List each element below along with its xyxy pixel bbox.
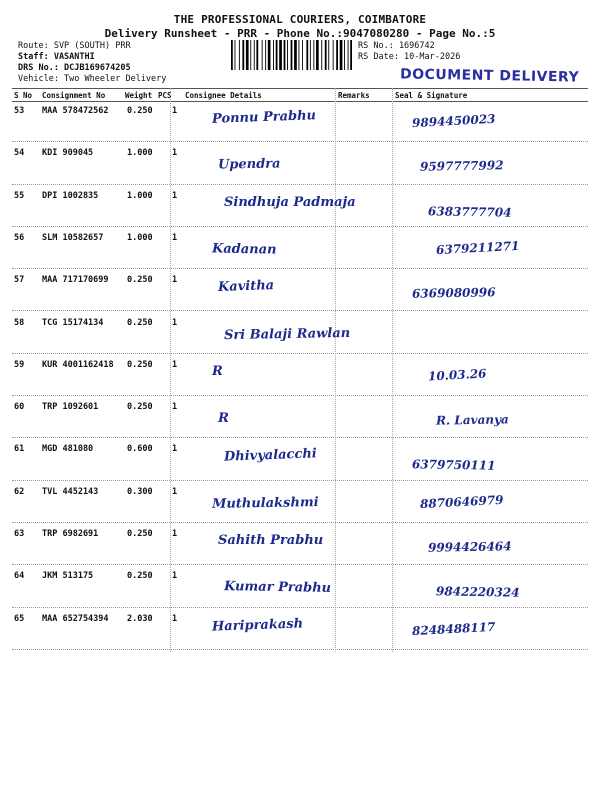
- table-row: [12, 396, 588, 438]
- row-pcs: 1: [172, 232, 178, 243]
- table-row: [12, 438, 588, 480]
- table-row: [12, 185, 588, 227]
- table-row: [12, 227, 588, 269]
- row-pcs: 1: [172, 444, 178, 455]
- row-sno: 54: [14, 148, 25, 159]
- seal-signature: 6379211271: [435, 238, 520, 258]
- table-row: [12, 608, 588, 650]
- consignee-signature: Kavitha: [217, 278, 275, 296]
- row-pcs: 1: [172, 529, 178, 539]
- row-weight: 0.250: [127, 359, 153, 370]
- col-consignment: Consignment No: [42, 91, 106, 100]
- seal-signature: 6379750111: [411, 457, 496, 474]
- row-consignment-no: SLM 10582657: [42, 232, 104, 243]
- runsheet-meta-left: [18, 41, 166, 85]
- row-sno: 61: [14, 444, 25, 455]
- row-pcs: 1: [172, 359, 178, 370]
- row-weight: 0.250: [127, 402, 153, 413]
- row-consignment-no: JKM 513175: [42, 571, 94, 582]
- seal-signature: 8870646979: [419, 492, 504, 511]
- seal-signature: 10.03.26: [427, 366, 487, 384]
- consignee-signature: Sahith Prabhu: [218, 533, 324, 548]
- row-consignment-no: MGD 481080: [42, 444, 94, 455]
- seal-signature: 9597777992: [419, 158, 504, 175]
- seal-signature: 8248488117: [411, 619, 496, 638]
- seal-signature: 6383777704: [427, 203, 512, 220]
- seal-signature: R. Lavanya: [435, 412, 509, 428]
- seal-signature: 9842220324: [435, 584, 520, 601]
- row-pcs: 1: [172, 190, 178, 201]
- row-sno: 60: [14, 402, 25, 413]
- row-sno: 53: [14, 106, 25, 116]
- vehicle: Vehicle: Two Wheeler Delivery: [18, 74, 167, 84]
- table-row: [12, 565, 588, 607]
- table-row: [12, 269, 588, 311]
- row-weight: 1.000: [127, 190, 153, 201]
- consignee-signature: Ponnu Prabhu: [211, 108, 317, 127]
- consignee-signature: Hariprakash: [211, 616, 304, 635]
- consignee-signature: R: [212, 363, 223, 379]
- col-sno: S No: [14, 91, 33, 100]
- row-pcs: 1: [172, 613, 178, 624]
- row-pcs: 1: [172, 106, 178, 116]
- runsheet-meta-right: [358, 41, 460, 63]
- row-divider: [12, 649, 588, 650]
- table-row: [12, 481, 588, 523]
- consignee-signature: R: [217, 411, 229, 427]
- consignee-signature: Sindhuja Padmaja: [224, 194, 356, 210]
- row-sno: 56: [14, 232, 25, 243]
- row-pcs: 1: [172, 486, 178, 497]
- rs-date: RS Date: 10-Mar-2026: [358, 52, 461, 62]
- table-row: [12, 354, 588, 396]
- barcode: [230, 40, 354, 70]
- row-pcs: 1: [172, 571, 178, 582]
- staff: Staff: VASANTHI: [18, 52, 95, 62]
- row-sno: 63: [14, 529, 25, 539]
- row-consignment-no: DPI 1002835: [42, 190, 99, 201]
- row-consignment-no: TRP 6982691: [42, 529, 99, 539]
- row-consignment-no: TVL 4452143: [42, 486, 99, 497]
- row-weight: 0.300: [127, 486, 153, 497]
- row-weight: 2.030: [127, 613, 153, 624]
- seal-signature: 9894450023: [411, 111, 496, 131]
- row-consignment-no: TCG 15174134: [42, 317, 104, 328]
- row-sno: 59: [14, 359, 25, 370]
- route: Route: SVP (SOUTH) PRR: [18, 41, 131, 51]
- drs-number: DRS No.: DCJB169674205: [18, 63, 131, 73]
- row-sno: 57: [14, 275, 25, 286]
- runsheet-title: Delivery Runsheet - PRR - Phone No.:9047080280 - Page No.:5: [104, 27, 496, 40]
- consignee-signature: Kadanan: [211, 241, 277, 258]
- row-consignment-no: TRP 1092601: [42, 402, 99, 413]
- rs-number: RS No.: 1696742: [358, 41, 435, 51]
- consignee-signature: Muthulakshmi: [211, 494, 319, 512]
- company-name: THE PROFESSIONAL COURIERS, COIMBATORE: [173, 13, 427, 26]
- consignee-signature: Kumar Prabhu: [223, 579, 332, 597]
- consignee-signature: Dhivyalacchi: [223, 446, 318, 466]
- row-weight: 0.250: [127, 317, 153, 328]
- row-pcs: 1: [172, 402, 178, 413]
- row-weight: 0.600: [127, 444, 153, 455]
- col-remarks: Remarks: [338, 91, 370, 100]
- col-pcs: PCS: [158, 91, 172, 100]
- row-weight: 0.250: [127, 571, 153, 582]
- row-sno: 62: [14, 486, 25, 497]
- row-sno: 65: [14, 613, 25, 624]
- row-consignment-no: MAA 652754394: [42, 613, 109, 624]
- table-row: [12, 100, 588, 142]
- row-sno: 58: [14, 317, 25, 328]
- row-sno: 55: [14, 190, 25, 201]
- consignee-signature: Sri Balaji Rawlan: [223, 325, 351, 343]
- row-pcs: 1: [172, 275, 178, 286]
- row-weight: 0.250: [127, 275, 153, 286]
- row-pcs: 1: [172, 148, 178, 159]
- row-consignment-no: MAA 717170699: [42, 275, 109, 286]
- col-weight: Weight: [125, 91, 153, 100]
- seal-signature: 6369080996: [411, 285, 496, 301]
- row-weight: 1.000: [127, 148, 153, 159]
- row-weight: 1.000: [127, 232, 153, 243]
- row-weight: 0.250: [127, 106, 153, 116]
- row-pcs: 1: [172, 317, 178, 328]
- consignee-signature: Upendra: [217, 156, 281, 173]
- col-seal: Seal & Signature: [395, 91, 468, 100]
- row-consignment-no: KUR 4001162418: [42, 359, 114, 370]
- row-consignment-no: KDI 909045: [42, 148, 94, 159]
- table-row: [12, 312, 588, 354]
- row-consignment-no: MAA 578472562: [42, 106, 109, 116]
- table-row: [12, 523, 588, 565]
- row-sno: 64: [14, 571, 25, 582]
- table-row: [12, 142, 588, 184]
- col-consignee: Consignee Details: [185, 91, 262, 100]
- row-weight: 0.250: [127, 529, 153, 539]
- document-delivery-stamp: DOCUMENT DELIVERY: [399, 66, 580, 86]
- seal-signature: 9994426464: [427, 539, 512, 555]
